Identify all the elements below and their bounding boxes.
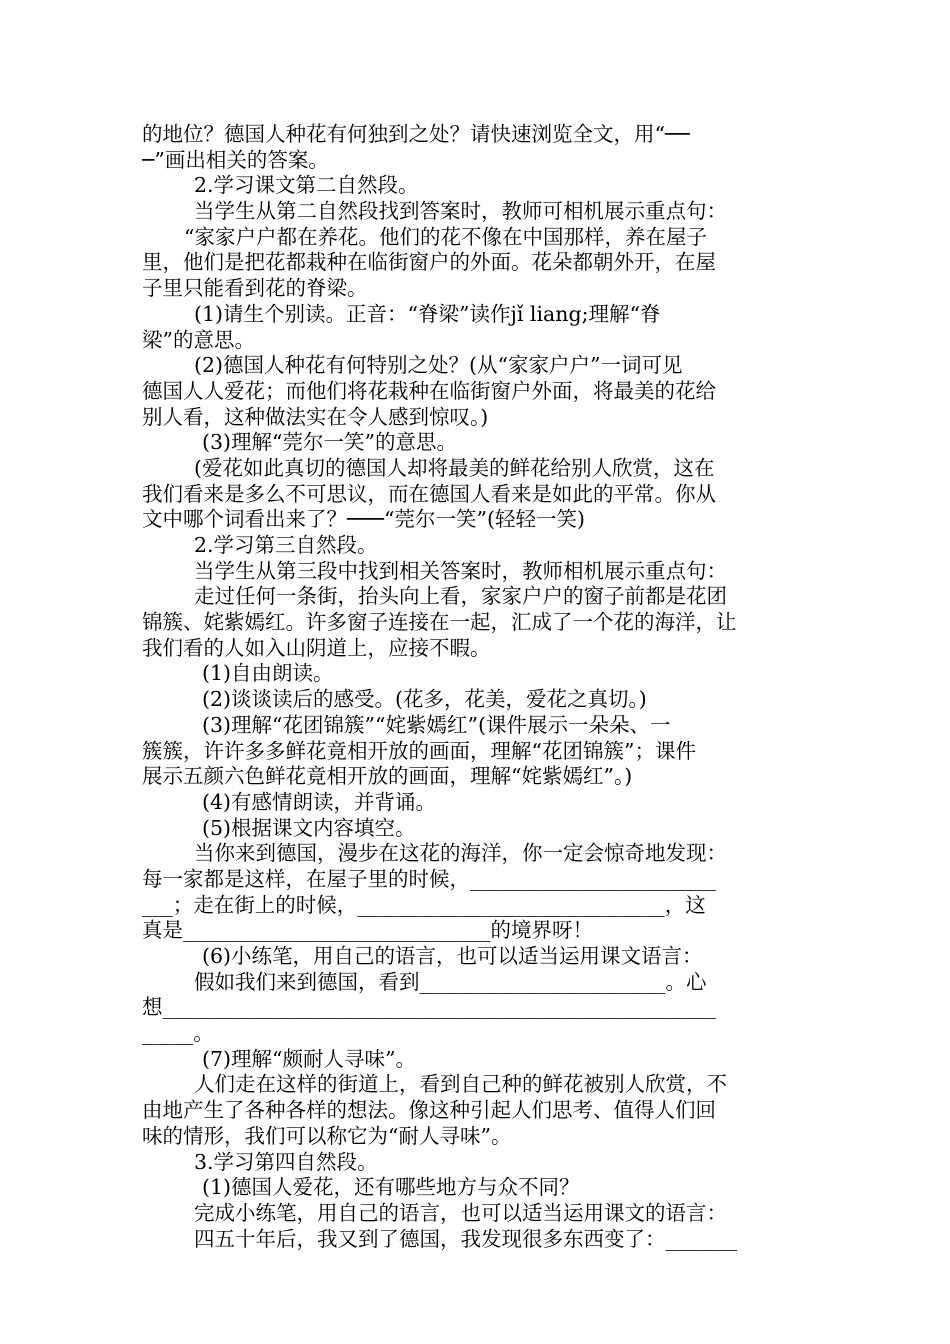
text-line: 2.学习第三自然段。 — [194, 533, 378, 557]
text-line: “家家户户都在养花。他们的花不像在中国那样，养在屋子 — [184, 224, 707, 249]
text-line: 2.学习课文第二自然段。 — [194, 173, 419, 198]
text-line: 子里只能看到花的脊梁。 — [142, 276, 368, 301]
document-page — [142, 122, 808, 1252]
text-line: 我们看的人如入山阴道上，应接不暇。 — [142, 635, 491, 660]
text-line: (1)德国人爱花，还有哪些地方与众不同？ — [202, 1175, 580, 1200]
text-line: (爱花如此真切的德国人却将最美的鲜花给别人欣赏，这在 — [194, 455, 715, 480]
text-line: ─”画出相关的答案。 — [142, 147, 329, 172]
text-line: 真是______________________________的境界呀！ — [142, 918, 593, 943]
text-line: (5)根据课文内容填空。 — [202, 815, 416, 840]
text-line: (3)理解“莞尔一笑”的意思。 — [202, 430, 457, 455]
text-line: ___；走在街上的时候，______________________________，这 — [142, 892, 706, 917]
text-line: 当学生从第二自然段找到答案时，教师可相机展示重点句： — [194, 199, 727, 224]
text-line: (2)德国人种花有何特别之处？(从“家家户户”一词可见 — [194, 353, 683, 378]
text-line: 展示五颜六色鲜花竟相开放的画面，理解“姹紫嫣红”。) — [142, 764, 633, 789]
text-line: (2)谈谈读后的感受。(花多，花美，爱花之真切。) — [202, 687, 647, 712]
text-line: 完成小练笔，用自己的语言，也可以适当运用课文的语言： — [194, 1200, 727, 1225]
text-line: 每一家都是这样，在屋子里的时候，________________________ — [142, 866, 716, 891]
text-line: 文中哪个词看出来了？───“莞尔一笑”(轻轻一笑) — [142, 507, 585, 532]
text-line: (6)小练笔，用自己的语言，也可以适当运用课文语言： — [202, 944, 703, 968]
text-line: 我们看来是多么不可思议，而在德国人看来是如此的平常。你从 — [142, 481, 716, 506]
text-line: (1)自由朗读。 — [202, 661, 334, 686]
text-line: 由地产生了各种各样的想法。像这种引起人们思考、值得人们回 — [142, 1098, 716, 1123]
text-line: 人们走在这样的街道上，看到自己种的鲜花被别人欣赏，不 — [194, 1072, 727, 1097]
text-line: 德国人人爱花；而他们将花栽种在临街窗户外面，将最美的花给 — [142, 378, 716, 403]
text-line: 3.学习第四自然段。 — [194, 1149, 378, 1174]
text-line: _____。 — [142, 1021, 214, 1046]
text-line: 里，他们是把花都栽种在临街窗户的外面。花朵都朝外开，在屋 — [142, 250, 716, 275]
text-line: (4)有感情朗读，并背诵。 — [202, 789, 437, 814]
text-line: 的地位？德国人种花有何独到之处？请快速浏览全文，用“── — [142, 122, 690, 146]
text-line: 当学生从第三段中找到相关答案时，教师相机展示重点句： — [194, 558, 727, 583]
text-line: (3)理解“花团锦簇”“姹紫嫣红”(课件展示一朵朵、一 — [202, 712, 671, 737]
text-line: 当你来到德国，漫步在这花的海洋，你一定会惊奇地发现： — [194, 841, 727, 866]
text-line: 味的情形，我们可以称它为“耐人寻味”。 — [142, 1123, 512, 1148]
text-line: 假如我们来到德国，看到________________________。心 — [194, 969, 707, 994]
text-line: 四五十年后，我又到了德国，我发现很多东西变了：_______ — [194, 1226, 738, 1251]
text-line: 簇簇，许许多多鲜花竟相开放的画面，理解“花团锦簇”；课件 — [142, 738, 696, 763]
text-line: 梁”的意思。 — [142, 327, 255, 352]
text-line: 想______________________________________________________ — [142, 995, 716, 1020]
text-line: 别人看，这种做法实在令人感到惊叹。) — [142, 404, 489, 429]
text-line: 锦簇、姹紫嫣红。许多窗子连接在一起，汇成了一个花的海洋，让 — [142, 610, 737, 635]
text-line: (1)请生个别读。正音：“脊梁”读作jǐ liang;理解“脊 — [194, 301, 661, 326]
text-line: 走过任何一条街，抬头向上看，家家户户的窗子前都是花团 — [194, 584, 727, 609]
text-line: (7)理解“颇耐人寻味”。 — [202, 1046, 416, 1071]
